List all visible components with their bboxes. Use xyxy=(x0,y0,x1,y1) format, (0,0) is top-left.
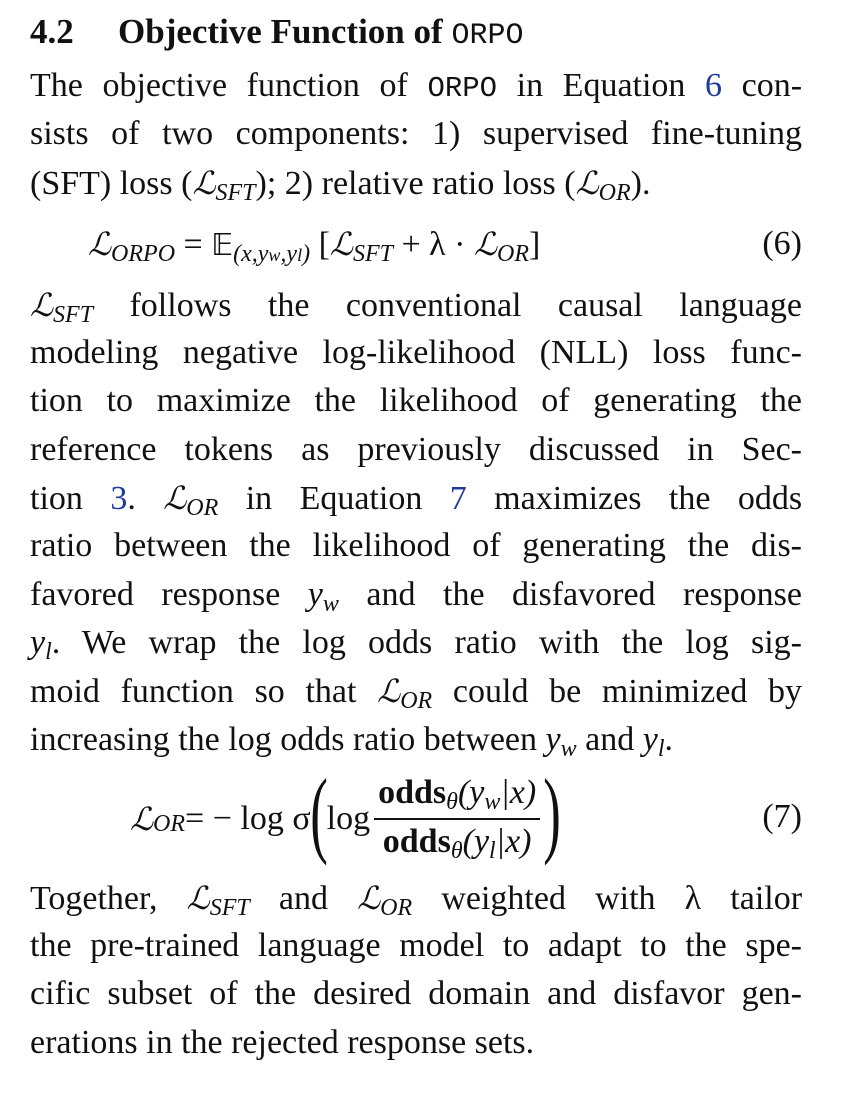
section-title-method: ORPO xyxy=(451,19,524,53)
equation-7-number: (7) xyxy=(762,797,802,835)
text-line: favored response yw and the disfavored response xyxy=(30,575,802,617)
section-title: Objective Function of xyxy=(118,12,443,51)
equation-7-body: ℒ OR = − log σ ( log $\frac{\text{oddsθ(yw|x)}}{\text{oddsθ(yl|x)}}$ ) xyxy=(130,758,561,866)
paper-section xyxy=(30,8,802,1067)
equation-7 xyxy=(30,758,802,874)
text-line: ℒSFT follows the conventional causal language xyxy=(30,285,802,328)
paragraph-intro xyxy=(30,62,802,207)
text-line: yl. We wrap the log odds ratio with the log sig- xyxy=(30,623,802,665)
text-line: Together, ℒSFT and ℒOR weighted with λ tailor xyxy=(30,878,803,921)
text-line: sists of two components: 1) supervised fine-tuning xyxy=(30,115,802,153)
text-line: erations in the rejected response sets. xyxy=(30,1023,535,1061)
equation-6-number: (6) xyxy=(762,224,802,262)
text-line: cific subset of the desired domain and disfavor gen- xyxy=(30,975,802,1013)
text-line: increasing the log odds ratio between yw and yl. xyxy=(30,720,673,762)
equation-6-body: ℒORPO = 𝔼(x,yw,yl) [ℒSFT + λ · ℒOR] xyxy=(88,224,541,267)
equation-6 xyxy=(30,207,802,281)
text-line: (SFT) loss (ℒSFT); 2) relative ratio loss (ℒOR). xyxy=(30,163,651,206)
paragraph-explanation xyxy=(30,281,802,764)
section-heading xyxy=(30,8,802,56)
paragraph-conclusion xyxy=(30,874,802,1067)
section-number: 4.2 xyxy=(30,12,74,51)
equation-6-link[interactable]: 6 xyxy=(705,67,723,104)
text-line: modeling negative log-likelihood (NLL) loss func- xyxy=(30,334,802,372)
odds-ratio-fraction: $\frac{\text{oddsθ(yw|x)}}{\text{oddsθ(yl|x)}}$ xyxy=(374,773,540,865)
text-line: reference tokens as previously discussed in Sec- xyxy=(30,430,802,468)
text-line: The objective function of ORPO in Equation 6 con- xyxy=(30,67,803,105)
equation-7-link[interactable]: 7 xyxy=(449,480,467,518)
text-line: tion 3. ℒOR in Equation 7 maximizes the odds xyxy=(30,479,803,522)
section-3-link[interactable]: 3 xyxy=(110,480,128,518)
text-line: moid function so that ℒOR could be minimized by xyxy=(30,672,803,715)
text-line: the pre-trained language model to adapt to the spe- xyxy=(30,927,802,965)
text-line: tion to maximize the likelihood of generating the xyxy=(30,382,802,420)
text-line: ratio between the likelihood of generating the dis- xyxy=(30,527,802,565)
